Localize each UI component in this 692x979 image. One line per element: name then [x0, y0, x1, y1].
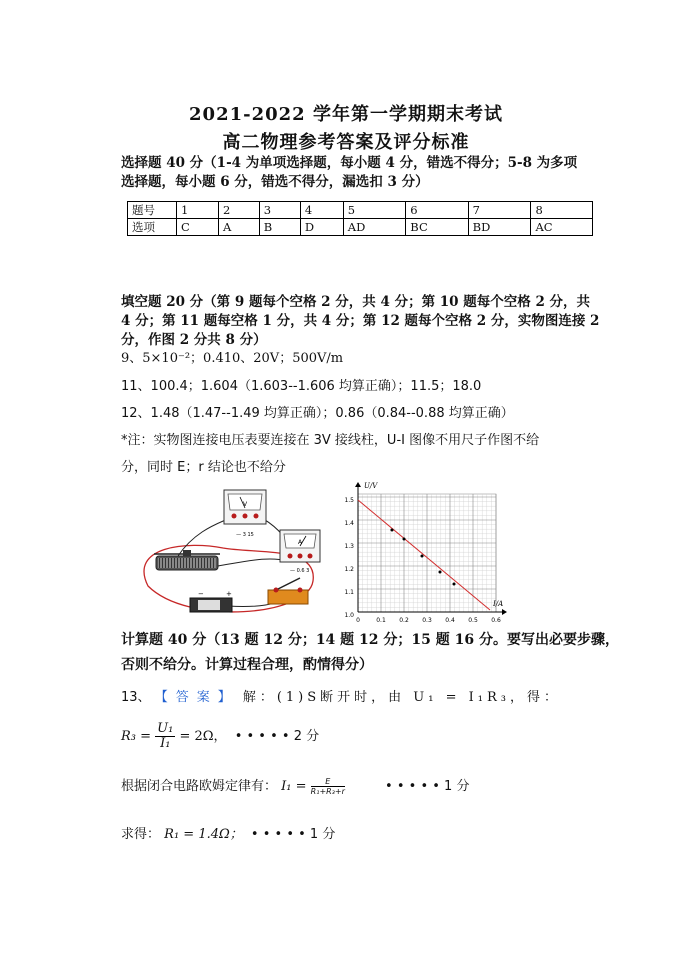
ohm-denominator: R₁+R₃+r [310, 787, 345, 796]
r3-rhs: = 2Ω， [179, 729, 227, 744]
x-tick-label: 0.5 [468, 617, 478, 624]
voltmeter-icon [224, 490, 266, 538]
table-cell: C [177, 219, 219, 236]
data-point [403, 538, 406, 541]
table-cell: 7 [468, 202, 531, 219]
svg-text:−: − [198, 590, 204, 598]
y-tick-label: 1.1 [344, 589, 354, 596]
q13-line [121, 688, 571, 708]
u-i-graph [330, 480, 512, 630]
answer-q11: 11、100.4；1.604（1.603--1.606 均算正确）；11.5；18.0 [121, 379, 482, 394]
table-cell: 4 [300, 202, 343, 219]
x-axis-label: I/A [493, 600, 504, 608]
x-tick-label: 0 [356, 617, 360, 624]
table-cell: AC [531, 219, 593, 236]
table-cell: D [300, 219, 343, 236]
table-cell: 1 [177, 202, 219, 219]
score-1pt-a: • • • • • 1 分 [385, 779, 470, 794]
y-tick-label: 1.0 [344, 612, 354, 619]
ammeter-letter: A [297, 539, 303, 546]
answer-q9: 9、5×10⁻²；0.410、20V；500V/m [121, 351, 344, 366]
ohm-law-line [121, 777, 469, 797]
battery-icon [190, 590, 232, 612]
rheostat-icon [154, 550, 220, 570]
y-tick-label: 1.4 [344, 520, 354, 527]
r3-lhs: R₃ = [121, 729, 152, 744]
ohm-numerator: E [311, 777, 345, 787]
page-subtitle: 高二物理参考答案及评分标准 [222, 132, 470, 153]
r3-denominator: I₁ [160, 736, 171, 751]
table-row [128, 219, 593, 236]
x-tick-label: 0.6 [491, 617, 501, 624]
table-cell: BD [468, 219, 531, 236]
table-cell: 3 [259, 202, 300, 219]
score-1pt-b: • • • • • 1 分 [250, 827, 336, 842]
table-cell: 选项 [128, 219, 177, 236]
ohm-law-text: 根据闭合电路欧姆定律有： [121, 779, 278, 794]
page-title: 2021-2022 学年第一学期期末考试 [189, 104, 503, 125]
x-tick-label: 0.2 [399, 617, 409, 624]
data-point [453, 583, 456, 586]
choice-intro-1: 选择题 40 分（1-4 为单项选择题，每小题 4 分，错选不得分；5-8 为多项 [121, 155, 578, 171]
q13-statement: 解：(1)S断开时，由 U₁ = I₁R₃，得： [242, 690, 561, 705]
answer-q12: 12、1.48（1.47--1.49 均算正确）；0.86（0.84--0.88 均算正确） [121, 406, 514, 421]
table-cell: 6 [406, 202, 468, 219]
ohm-fraction [311, 777, 345, 796]
switch-icon [268, 578, 308, 604]
x-tick-label: 0.3 [422, 617, 432, 624]
table-cell: 8 [531, 202, 593, 219]
fill-intro-1: 填空题 20 分（第 9 题每个空格 2 分，共 4 分；第 10 题每个空格 2 分，共 [121, 294, 591, 310]
y-tick-label: 1.5 [344, 497, 354, 504]
table-row [128, 202, 593, 219]
answer-tag: 【答案】 [154, 690, 239, 705]
fill-intro-2: 4 分；第 11 题每空格 1 分，共 4 分；第 12 题每个空格 2 分，实物图连接 2 [121, 313, 600, 329]
x-tick-label: 0.1 [376, 617, 386, 624]
table-cell: BC [406, 219, 468, 236]
result-formula: R₁ = 1.4Ω； [164, 827, 243, 842]
choice-intro-2: 选择题，每小题 6 分，错选不得分，漏选扣 3 分） [121, 174, 429, 190]
note-line-1: *注：实物图连接电压表要连接在 3V 接线柱，U-I 图像不用尺子作图不给 [121, 433, 540, 448]
result-text: 求得： [121, 827, 161, 842]
x-tick-label: 0.4 [445, 617, 455, 624]
answer-table [127, 201, 593, 236]
calc-intro-1: 计算题 40 分（13 题 12 分；14 题 12 分；15 题 16 分。要写出必要步骤， [121, 632, 619, 648]
ohm-lhs: I₁ = [281, 779, 307, 794]
table-cell: A [218, 219, 259, 236]
y-tick-label: 1.3 [344, 543, 354, 550]
ammeter-icon [280, 530, 320, 574]
table-cell: 5 [343, 202, 405, 219]
table-cell: 2 [218, 202, 259, 219]
ammeter-terminals: — 0.6 3 [290, 568, 310, 574]
y-tick-label: 1.2 [344, 566, 354, 573]
graph-grid [358, 494, 496, 612]
r3-numerator: U₁ [157, 721, 174, 736]
fill-intro-3: 分，作图 2 分共 8 分） [121, 332, 267, 348]
score-2pt: • • • • • 2 分 [234, 729, 320, 744]
voltmeter-terminals: — 3 15 [236, 532, 254, 538]
y-axis-label: U/V [364, 482, 378, 490]
r3-formula [121, 722, 319, 751]
calc-intro-2: 否则不给分。计算过程合理，酌情得分） [121, 657, 373, 673]
data-point [421, 555, 424, 558]
voltmeter-letter: V [242, 501, 248, 508]
table-cell: 题号 [128, 202, 177, 219]
result-line [121, 825, 335, 845]
q13-number: 13、 [121, 690, 151, 705]
note-line-2: 分，同时 E；r 结论也不给分 [121, 460, 286, 475]
data-point [439, 571, 442, 574]
circuit-illustration [128, 486, 328, 616]
table-cell: B [259, 219, 300, 236]
svg-text:+: + [226, 590, 232, 598]
r3-fraction [155, 722, 175, 751]
table-cell: AD [343, 219, 405, 236]
data-point [391, 529, 394, 532]
